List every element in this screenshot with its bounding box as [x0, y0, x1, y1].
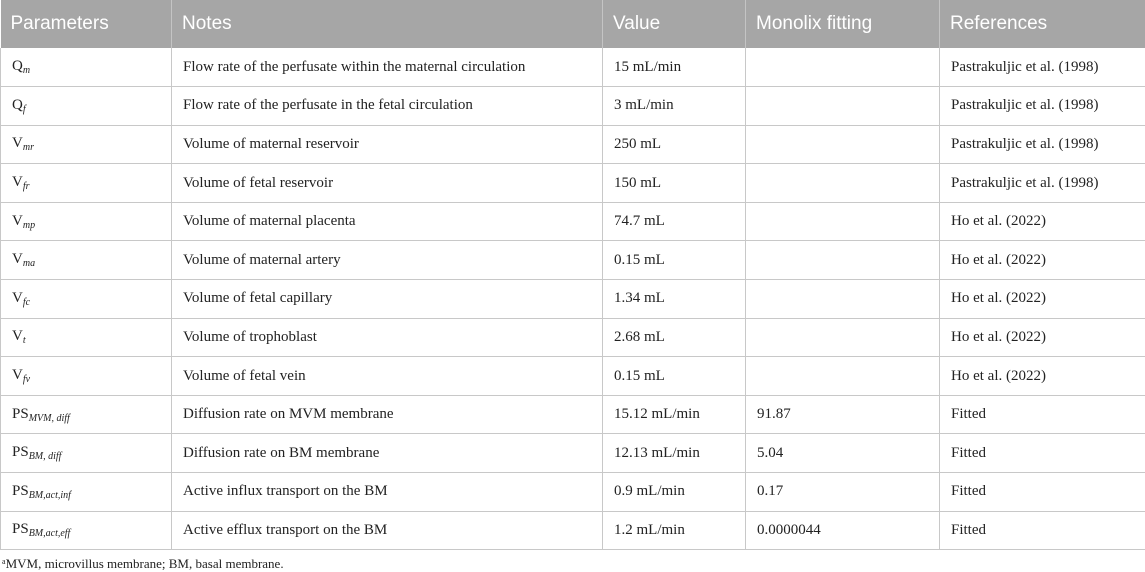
reference-cell: Ho et al. (2022) [940, 202, 1145, 241]
reference-cell: Fitted [940, 473, 1145, 512]
notes-cell: Volume of fetal capillary [172, 280, 603, 319]
parameter-symbol: Q [12, 58, 23, 74]
value-cell: 3 mL/min [603, 87, 746, 126]
value-cell: 15.12 mL/min [603, 395, 746, 434]
value-cell: 0.15 mL [603, 241, 746, 280]
value-cell: 74.7 mL [603, 202, 746, 241]
monolix-fitting-cell [746, 318, 940, 357]
header-value: Value [603, 0, 746, 48]
parameter-subscript: BM, diff [29, 451, 62, 462]
table-row [1, 395, 1145, 434]
parameter-cell [1, 125, 172, 164]
monolix-fitting-cell [746, 125, 940, 164]
parameter-symbol: V [12, 328, 23, 344]
value-cell: 1.34 mL [603, 280, 746, 319]
parameter-subscript: BM,act,inf [29, 490, 71, 501]
table-row [1, 357, 1145, 396]
reference-cell: Ho et al. (2022) [940, 318, 1145, 357]
parameter-symbol: V [12, 251, 23, 267]
table-row [1, 473, 1145, 512]
table-row [1, 202, 1145, 241]
parameter-cell [1, 87, 172, 126]
reference-cell: Fitted [940, 511, 1145, 550]
parameter-subscript: mr [23, 142, 34, 153]
parameter-cell [1, 357, 172, 396]
reference-cell: Pastrakuljic et al. (1998) [940, 48, 1145, 87]
reference-cell: Fitted [940, 395, 1145, 434]
notes-cell: Volume of trophoblast [172, 318, 603, 357]
parameter-cell [1, 202, 172, 241]
value-cell: 12.13 mL/min [603, 434, 746, 473]
notes-cell: Diffusion rate on BM membrane [172, 434, 603, 473]
notes-cell: Volume of fetal vein [172, 357, 603, 396]
parameter-symbol: PS [12, 444, 29, 460]
parameter-cell [1, 473, 172, 512]
parameter-symbol: V [12, 213, 23, 229]
parameter-symbol: PS [12, 483, 29, 499]
reference-cell: Fitted [940, 434, 1145, 473]
parameter-symbol: V [12, 367, 23, 383]
notes-cell: Volume of maternal artery [172, 241, 603, 280]
parameter-subscript: MVM, diff [29, 413, 70, 424]
notes-cell: Flow rate of the perfusate within the maternal circulation [172, 48, 603, 87]
parameter-cell [1, 48, 172, 87]
monolix-fitting-cell [746, 87, 940, 126]
value-cell: 0.15 mL [603, 357, 746, 396]
table-header-row [1, 0, 1145, 48]
parameter-symbol: Q [12, 97, 23, 113]
reference-cell: Ho et al. (2022) [940, 241, 1145, 280]
footnote-text: MVM, microvillus membrane; BM, basal membrane. [6, 556, 284, 571]
monolix-fitting-cell [746, 48, 940, 87]
parameter-symbol: PS [12, 406, 29, 422]
notes-cell: Volume of maternal reservoir [172, 125, 603, 164]
parameter-symbol: V [12, 290, 23, 306]
table-row [1, 434, 1145, 473]
table-row [1, 87, 1145, 126]
parameter-subscript: fv [23, 374, 30, 385]
table-row [1, 164, 1145, 203]
monolix-fitting-cell [746, 164, 940, 203]
monolix-fitting-cell: 0.17 [746, 473, 940, 512]
table-footnote [2, 556, 284, 572]
notes-cell: Active efflux transport on the BM [172, 511, 603, 550]
reference-cell: Pastrakuljic et al. (1998) [940, 125, 1145, 164]
parameter-subscript: BM,act,eff [29, 528, 71, 539]
header-references: References [940, 0, 1145, 48]
parameter-subscript: t [23, 335, 26, 346]
monolix-fitting-cell [746, 241, 940, 280]
header-monolix-fitting: Monolix fitting [746, 0, 940, 48]
parameter-subscript: ma [23, 258, 35, 269]
table-row [1, 241, 1145, 280]
notes-cell: Active influx transport on the BM [172, 473, 603, 512]
reference-cell: Ho et al. (2022) [940, 357, 1145, 396]
parameter-cell [1, 164, 172, 203]
table-row [1, 318, 1145, 357]
reference-cell: Pastrakuljic et al. (1998) [940, 164, 1145, 203]
value-cell: 0.9 mL/min [603, 473, 746, 512]
parameter-symbol: V [12, 135, 23, 151]
notes-cell: Volume of fetal reservoir [172, 164, 603, 203]
table-row [1, 125, 1145, 164]
monolix-fitting-cell [746, 202, 940, 241]
parameter-subscript: mp [23, 220, 35, 231]
value-cell: 250 mL [603, 125, 746, 164]
monolix-fitting-cell [746, 280, 940, 319]
parameter-symbol: PS [12, 521, 29, 537]
header-parameters: Parameters [1, 0, 172, 48]
parameter-symbol: V [12, 174, 23, 190]
parameter-subscript: m [23, 65, 30, 76]
parameter-subscript: fc [23, 297, 30, 308]
table-row [1, 48, 1145, 87]
table-row [1, 511, 1145, 550]
parameter-cell [1, 241, 172, 280]
monolix-fitting-cell: 5.04 [746, 434, 940, 473]
notes-cell: Diffusion rate on MVM membrane [172, 395, 603, 434]
table-body [1, 48, 1145, 550]
value-cell: 1.2 mL/min [603, 511, 746, 550]
reference-cell: Pastrakuljic et al. (1998) [940, 87, 1145, 126]
table-row [1, 280, 1145, 319]
monolix-fitting-cell [746, 357, 940, 396]
parameter-cell [1, 434, 172, 473]
parameter-cell [1, 395, 172, 434]
parameter-cell [1, 318, 172, 357]
parameter-cell [1, 280, 172, 319]
monolix-fitting-cell: 91.87 [746, 395, 940, 434]
reference-cell: Ho et al. (2022) [940, 280, 1145, 319]
notes-cell: Flow rate of the perfusate in the fetal circulation [172, 87, 603, 126]
value-cell: 15 mL/min [603, 48, 746, 87]
header-notes: Notes [172, 0, 603, 48]
parameter-subscript: fr [23, 181, 30, 192]
parameter-subscript: f [23, 104, 26, 115]
value-cell: 2.68 mL [603, 318, 746, 357]
footnote-marker: a [2, 557, 6, 566]
parameter-cell [1, 511, 172, 550]
notes-cell: Volume of maternal placenta [172, 202, 603, 241]
value-cell: 150 mL [603, 164, 746, 203]
monolix-fitting-cell: 0.0000044 [746, 511, 940, 550]
